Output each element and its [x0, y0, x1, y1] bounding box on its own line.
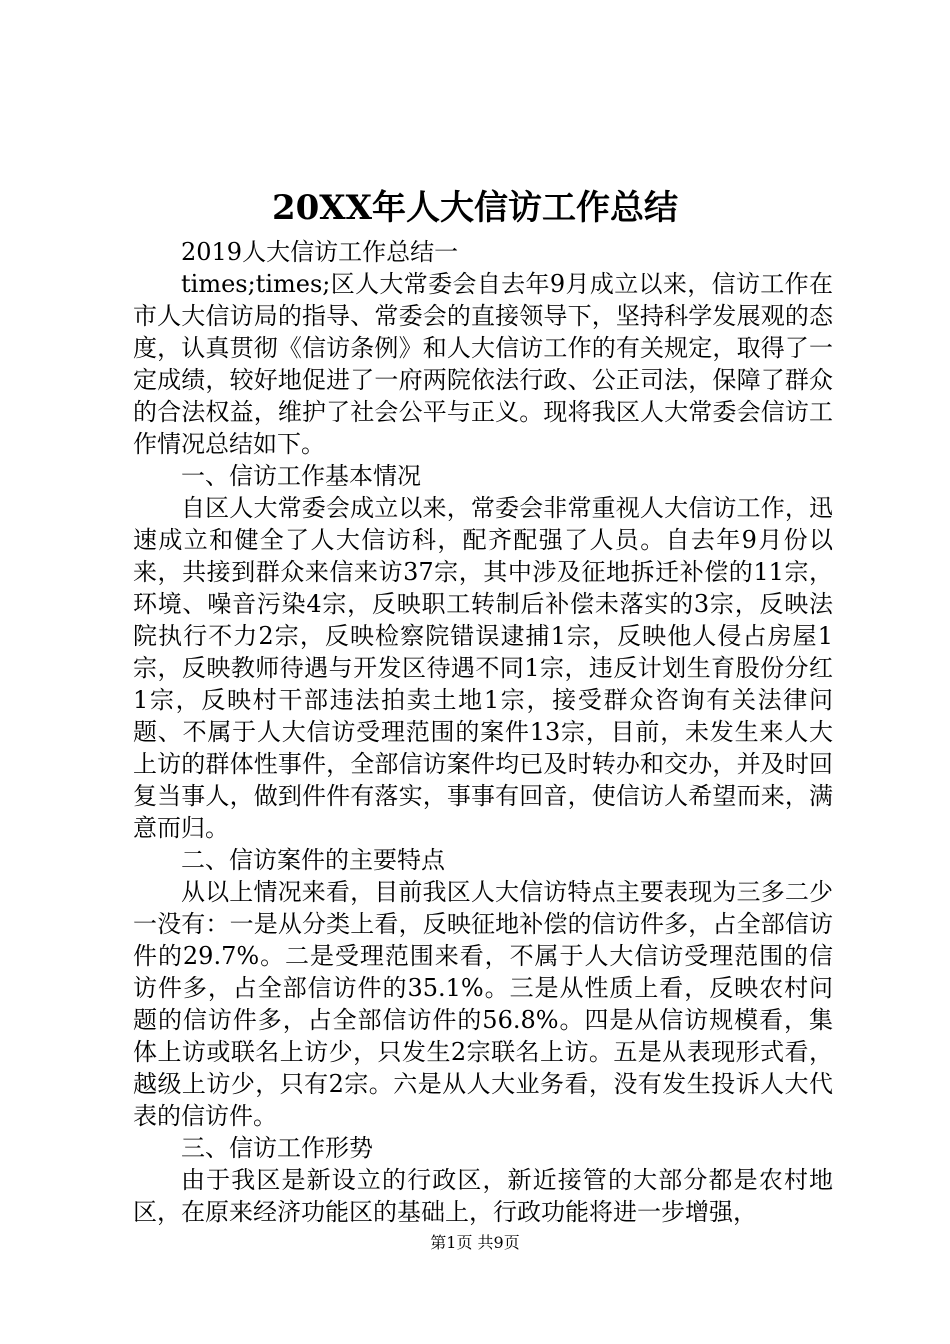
document-body: [133, 236, 833, 1228]
section-heading-1: 一、信访工作基本情况: [181, 462, 421, 490]
section-heading-3: 三、信访工作形势: [181, 1134, 373, 1162]
document-title: 20XX年人大信访工作总结: [271, 188, 679, 228]
page-footer: 第1页 共9页: [430, 1233, 520, 1252]
paragraph-section-1: 自区人大常委会成立以来，常委会非常重视人大信访工作，迅速成立和健全了人大信访科，配齐配强了人员。自去年9月份以来，共接到群众来信来访37宗，其中涉及征地拆迁补偿的11宗，环境、噪音污染4宗，反映职工转制后补偿未落实的3宗，反映法院执行不力2宗，反映检察院错误逮捕1宗，反映他人侵占房屋1宗，反映教师待遇与开发区待遇不同1宗，违反计划生育股份分红1宗，反映村干部违法拍卖土地1宗，接受群众咨询有关法律问题、不属于人大信访受理范围的案件13宗，目前，未发生来人大上访的群体性事件，全部信访案件均已及时转办和交办，并及时回复当事人，做到件件有落实，事事有回音，使信访人希望而来，满意而归。: [133, 494, 833, 842]
paragraph-section-2: 从以上情况来看，目前我区人大信访特点主要表现为三多二少一没有：一是从分类上看，反映征地补偿的信访件多，占全部信访件的29.7%。二是受理范围来看，不属于人大信访受理范围的信访件多，占全部信访件的35.1%。三是从性质上看，反映农村问题的信访件多，占全部信访件的56.8%。四是从信访规模看，集体上访或联名上访少，只发生2宗联名上访。五是从表现形式看，越级上访少，只有2宗。六是从人大业务看，没有发生投诉人大代表的信访件。: [133, 878, 833, 1130]
section-heading-2: 二、信访案件的主要特点: [181, 846, 445, 874]
paragraph-intro: times;times;区人大常委会自去年9月成立以来，信访工作在市人大信访局的指导、常委会的直接领导下，坚持科学发展观的态度，认真贯彻《信访条例》和人大信访工作的有关规定，取得了一定成绩，较好地促进了一府两院依法行政、公正司法，保障了群众的合法权益，维护了社会公平与正义。现将我区人大常委会信访工作情况总结如下。: [133, 270, 833, 458]
paragraph-section-3: 由于我区是新设立的行政区，新近接管的大部分都是农村地区，在原来经济功能区的基础上，行政功能将进一步增强，: [133, 1166, 833, 1226]
paragraph-subtitle: 2019人大信访工作总结一: [181, 238, 459, 266]
